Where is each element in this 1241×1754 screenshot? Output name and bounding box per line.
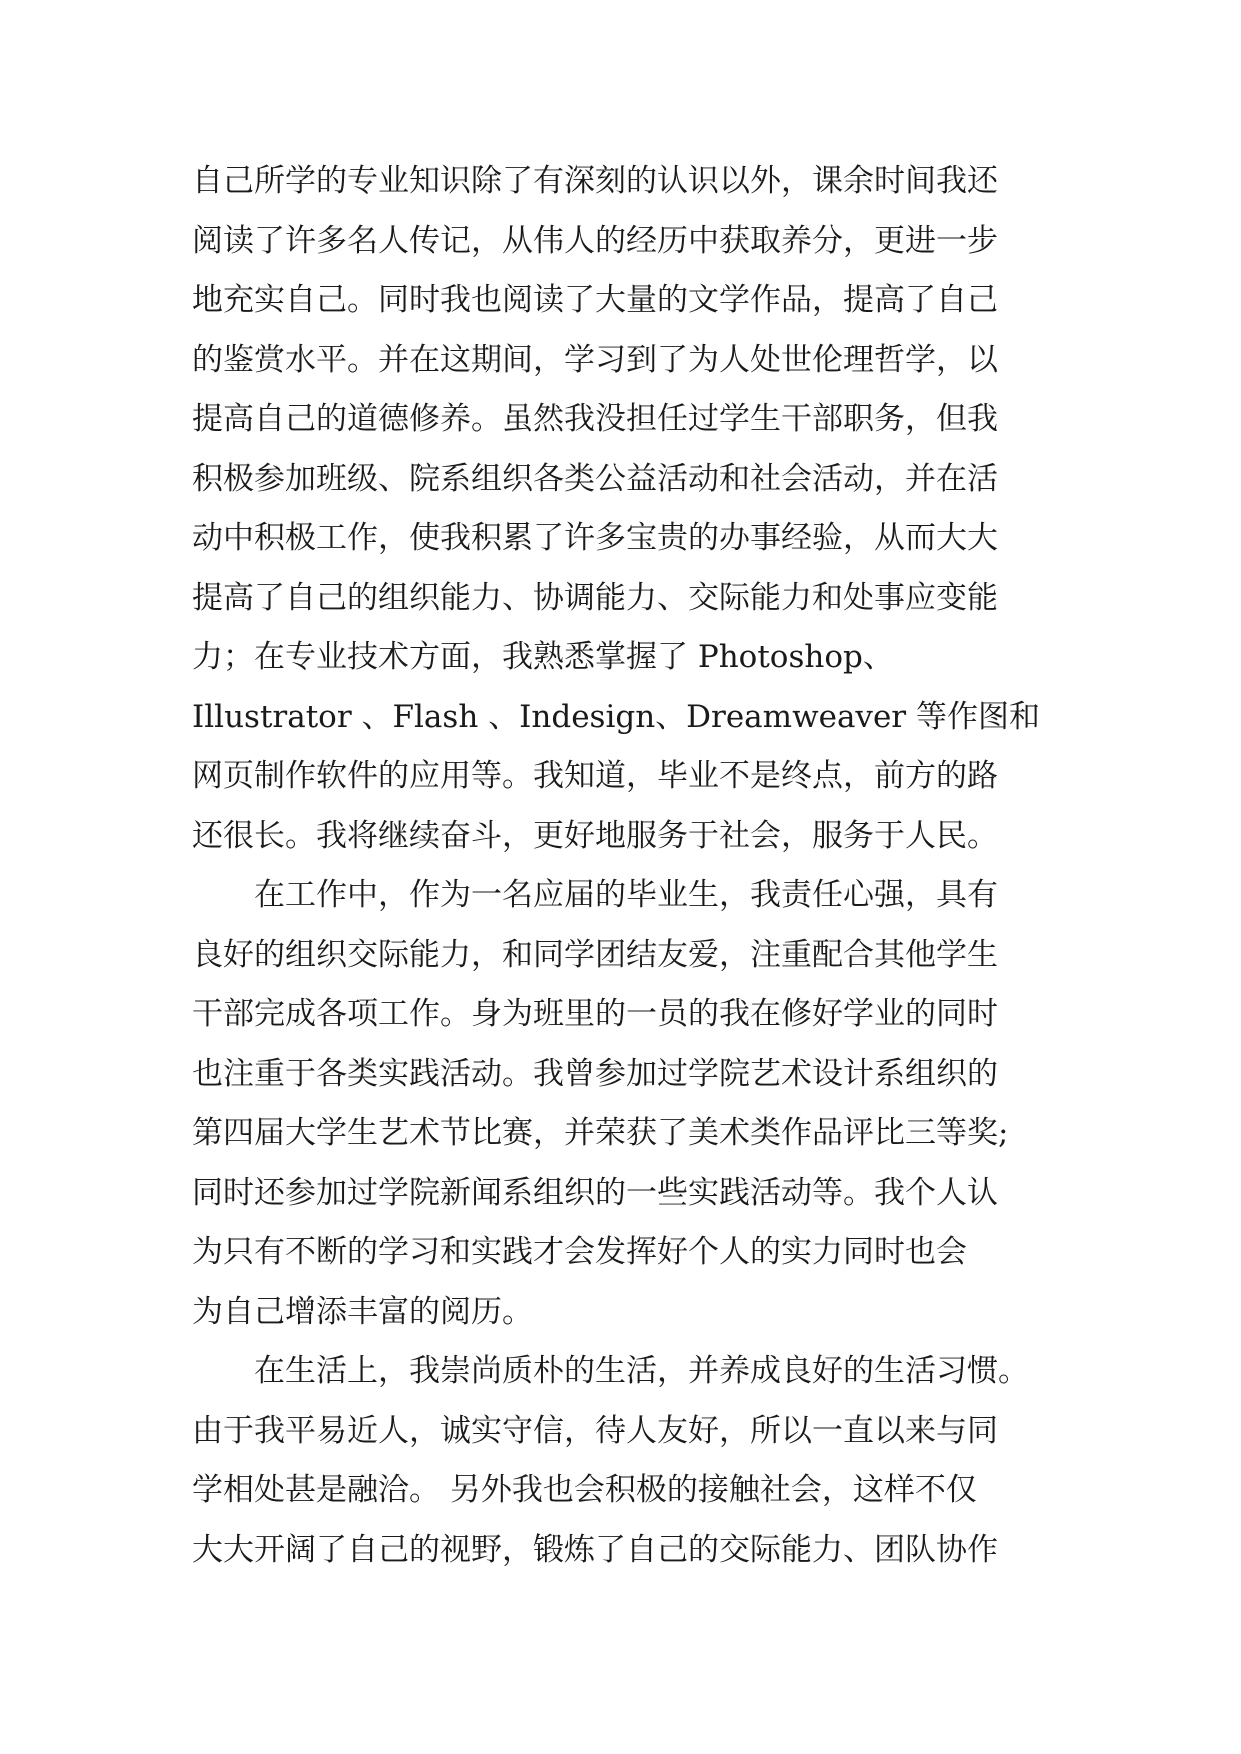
text-line: 地充实自己。同时我也阅读了大量的文学作品，提高了自己 bbox=[192, 282, 998, 318]
text-line: Illustrator 、Flash 、Indesign、Dreamweaver 等作图和 bbox=[192, 698, 1040, 735]
text-line: 自己所学的专业知识除了有深刻的认识以外，课余时间我还 bbox=[192, 163, 998, 199]
text-line: 干部完成各项工作。身为班里的一员的我在修好学业的同时 bbox=[192, 996, 998, 1032]
text-line: 同时还参加过学院新闻系组织的一些实践活动等。我个人认 bbox=[192, 1174, 998, 1211]
text-line: 由于我平易近人，诚实守信，待人友好，所以一直以来与同 bbox=[192, 1412, 998, 1449]
text-line: 网页制作软件的应用等。我知道，毕业不是终点，前方的路 bbox=[192, 758, 998, 794]
text-line: 也注重于各类实践活动。我曾参加过学院艺术设计系组织的 bbox=[192, 1055, 998, 1092]
text-line: 为自己增添丰富的阅历。 bbox=[192, 1293, 533, 1330]
text-line: 在工作中，作为一名应届的毕业生，我责任心强，具有 bbox=[254, 877, 998, 913]
text-line: 为只有不断的学习和实践才会发挥好个人的实力同时也会 bbox=[192, 1234, 967, 1270]
text-line: 大大开阔了自己的视野，锻炼了自己的交际能力、团队协作 bbox=[192, 1531, 998, 1568]
text-line: 动中积极工作，使我积累了许多宝贵的办事经验，从而大大 bbox=[192, 520, 998, 556]
document-body bbox=[192, 152, 1052, 1580]
text-line: 第四届大学生艺术节比赛，并荣获了美术类作品评比三等奖; bbox=[192, 1115, 1009, 1151]
text-line: 提高了自己的组织能力、协调能力、交际能力和处事应变能 bbox=[192, 579, 998, 616]
text-line: 还很长。我将继续奋斗，更好地服务于社会，服务于人民。 bbox=[192, 817, 998, 854]
text-line: 学相处甚是融洽。 另外我也会积极的接触社会，这样不仅 bbox=[192, 1472, 977, 1508]
paragraph-3 bbox=[192, 1342, 1052, 1580]
text-line: 良好的组织交际能力，和同学团结友爱，注重配合其他学生 bbox=[192, 936, 998, 973]
text-line: 力；在专业技术方面，我熟悉掌握了 Photoshop、 bbox=[192, 639, 894, 675]
paragraph-2 bbox=[192, 866, 1052, 1342]
text-line: 的鉴赏水平。并在这期间，学习到了为人处世伦理哲学，以 bbox=[192, 341, 998, 378]
text-line: 提高自己的道德修养。虽然我没担任过学生干部职务，但我 bbox=[192, 401, 998, 437]
text-line: 在生活上，我崇尚质朴的生活，并养成良好的生活习惯。 bbox=[254, 1353, 1029, 1389]
text-line: 阅读了许多名人传记，从伟人的经历中获取养分，更进一步 bbox=[192, 222, 998, 259]
text-line: 积极参加班级、院系组织各类公益活动和社会活动，并在活 bbox=[192, 460, 998, 497]
paragraph-1 bbox=[192, 152, 1052, 866]
